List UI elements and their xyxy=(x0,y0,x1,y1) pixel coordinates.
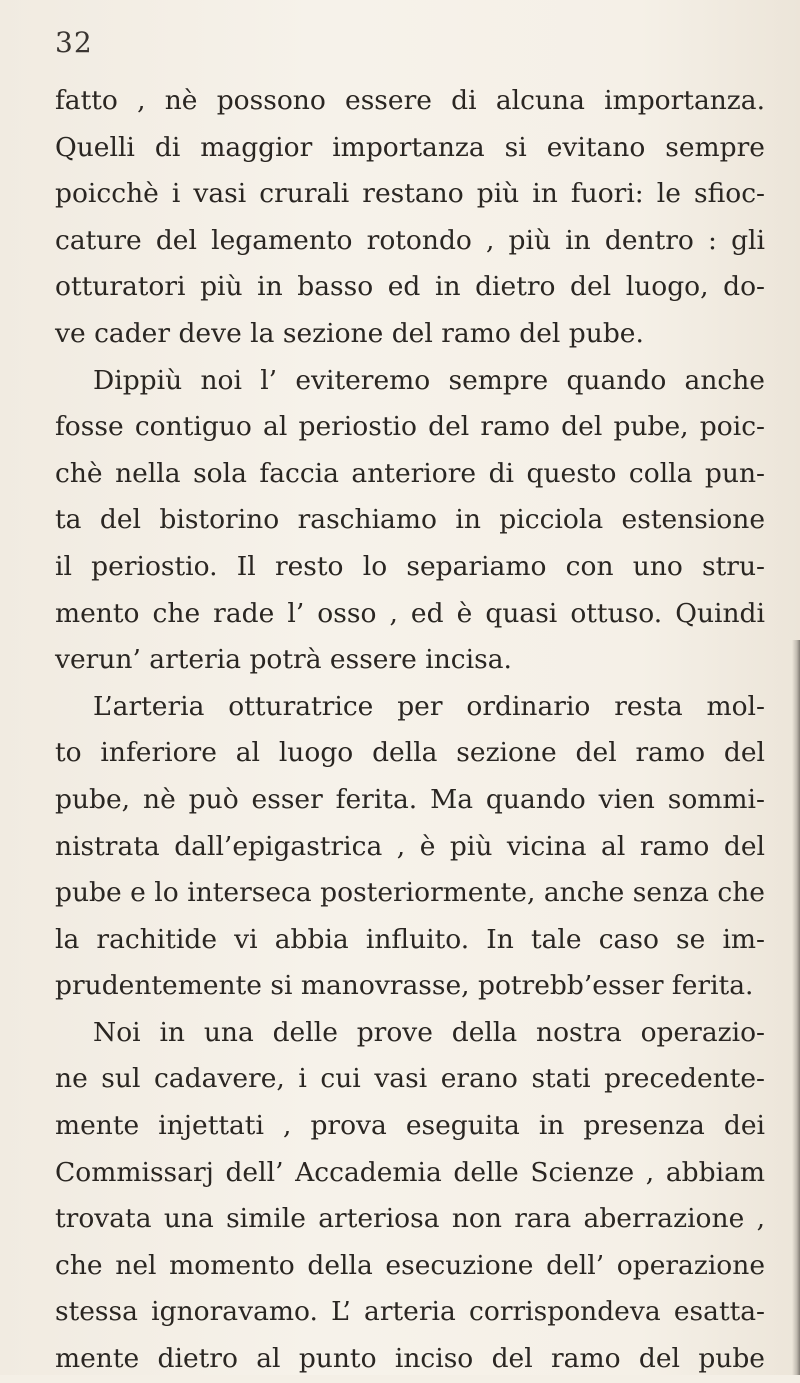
page-edge-shadow xyxy=(792,640,800,1375)
text-line: prudentemente si manovrasse, potrebb’esser ferita. xyxy=(55,970,754,1002)
text-line: che nel momento della esecuzione dell’ operazione xyxy=(55,1249,765,1281)
text-line: ve cader deve la sezione del ramo del pube. xyxy=(55,317,644,349)
text-line: nistrata dall’epigastrica , è più vicina al ramo del xyxy=(55,830,765,862)
text-line: verun’ arteria potrà essere incisa. xyxy=(55,644,512,676)
text-line: mento che rade l’ osso , ed è quasi ottuso. Quindi xyxy=(55,597,765,629)
text-line: ta del bistorino raschiamo in picciola estensione xyxy=(55,504,765,536)
text-line: il periostio. Il resto lo separiamo con uno stru- xyxy=(55,550,765,582)
text-line: fatto , nè possono essere di alcuna importanza. xyxy=(55,85,765,116)
text-line: fosse contiguo al periostio del ramo del pube, poic- xyxy=(55,411,765,443)
text-line: otturatori più in basso ed in dietro del luogo, do- xyxy=(55,271,765,303)
text-line: trovata una simile arteriosa non rara aberrazione , xyxy=(55,1203,765,1235)
text-line: Dippiù noi l’ eviteremo sempre quando anche xyxy=(93,364,765,396)
text-line: poicchè i vasi crurali restano più in fuori: le sfioc- xyxy=(55,178,765,210)
text-line: Quelli di maggior importanza si evitano sempre xyxy=(55,131,765,163)
text-line: mente injettati , prova eseguita in presenza dei xyxy=(55,1110,765,1142)
text-line: stessa ignoravamo. L’ arteria corrispondeva esatta- xyxy=(55,1296,765,1328)
text-line: Commissarj dell’ Accademia delle Scienze , abbiam xyxy=(55,1156,765,1188)
text-line: la rachitide vi abbia influito. In tale caso se im- xyxy=(55,923,765,955)
text-line: chè nella sola faccia anteriore di questo colla pun- xyxy=(55,457,765,489)
text-line: Noi in una delle prove della nostra operazio- xyxy=(93,1016,765,1048)
text-line: to inferiore al luogo della sezione del ramo del xyxy=(55,737,765,769)
text-line: ne sul cadavere, i cui vasi erano stati precedente- xyxy=(55,1063,765,1095)
text-line: cature del legamento rotondo , più in dentro : gli xyxy=(55,224,765,256)
text-line: mente dietro al punto inciso del ramo del pube xyxy=(55,1343,765,1375)
text-line: pube e lo interseca posteriormente, anche senza che xyxy=(55,877,765,909)
text-line: pube, nè può esser ferita. Ma quando vien sommi- xyxy=(55,783,765,815)
body-text xyxy=(55,78,765,1383)
text-line: L’arteria otturatrice per ordinario resta mol- xyxy=(93,690,765,722)
page-number: 32 xyxy=(55,26,93,59)
